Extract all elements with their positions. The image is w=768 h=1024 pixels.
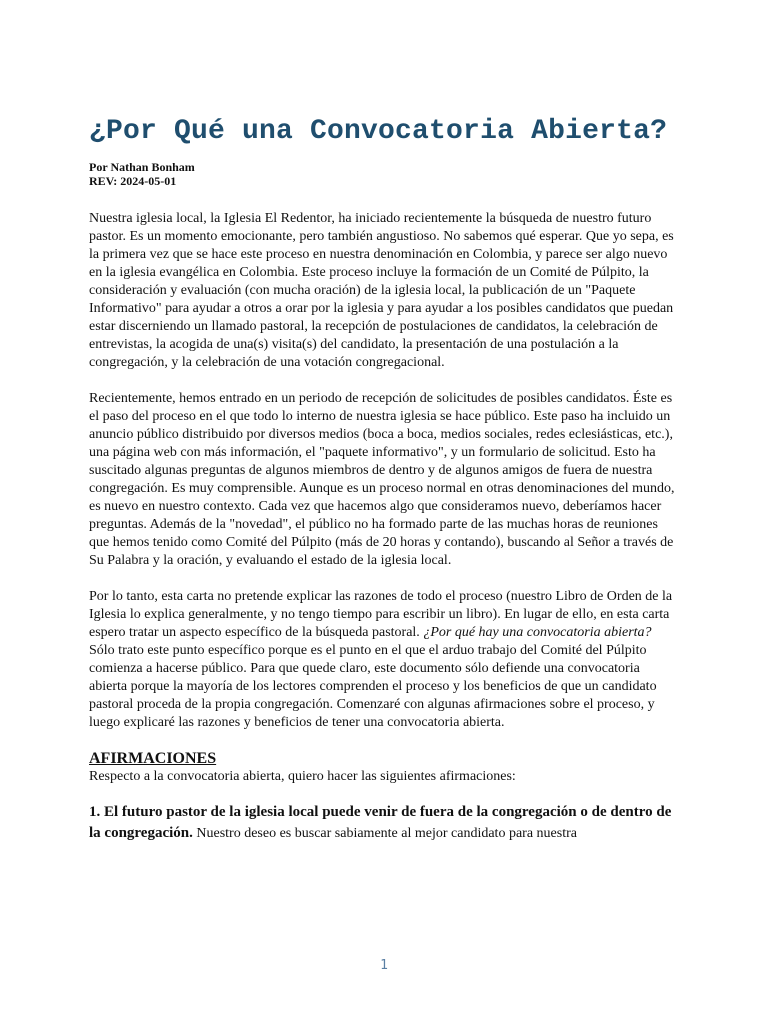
document-meta	[89, 160, 679, 188]
paragraph-2: Recientemente, hemos entrado en un periodo de recepción de solicitudes de posibles candidatos. Éste es el paso del proceso en el que todo lo interno de nuestra iglesia se hace público. Este paso ha incluido un anuncio público distribuido por diversos medios (boca a boca, medios sociales, redes eclesiásticas, etc.), una página web con más información, el "paquete informativo", y un formulario de solicitud. Esto ha suscitado algunas preguntas de algunos miembros de dentro y de algunos amigos de fuera de nuestra congregación. Es muy comprensible. Aunque es un proceso normal en otras denominaciones del mundo, es nuevo en nuestro contexto. Cada vez que hacemos algo que consideramos nuevo, deberíamos hacer preguntas. Además de la "novedad", el público no ha formado parte de las muchas horas de reuniones que hemos tenido como Comité del Púlpito (más de 20 horas y contando), buscando al Señor a través de Su Palabra y la oración, y evaluando el estado de la iglesia local.	[89, 391, 675, 568]
revision-line: REV: 2024-05-01	[89, 174, 177, 188]
document-page	[89, 115, 679, 844]
paragraph-3-before: Por lo tanto, esta carta no pretende explicar las razones de todo el proceso (nuestro Libro de Orden de la Iglesia lo explica generalmente, y no tengo tiempo para escribir un libro). En lugar de ello, en esta carta espero tratar un aspecto específico de la búsqueda pastoral.	[89, 589, 673, 640]
section-heading-afirmaciones: AFIRMACIONES	[89, 750, 217, 767]
paragraph-3	[89, 588, 679, 732]
document-title: ¿Por Qué una Convocatoria Abierta?	[89, 116, 668, 147]
paragraph-3-after: Sólo trato este punto específico porque es el punto en el que el arduo trabajo del Comité del Púlpito comienza a hacerse público. Para que quede claro, este documento sólo defiende una convocatoria abierta porque la mayoría de los lectores comprenden el proceso y los beneficios de que un candidato pastoral proceda de la propia congregación. Comenzaré con algunas afirmaciones sobre el proceso, y luego explicaré las razones y beneficios de tener una convocatoria abierta.	[89, 643, 657, 730]
paragraph-1: Nuestra iglesia local, la Iglesia El Redentor, ha iniciado recientemente la búsqueda de nuestro futuro pastor. Es un momento emocionante, pero también angustioso. No sabemos qué esperar. Que yo sepa, es la primera vez que se hace este proceso en nuestra denominación en Colombia, y parece ser algo nuevo en la iglesia evangélica en Colombia. Este proceso incluye la formación de un Comité de Púlpito, la consideración y evaluación (con mucha oración) de la iglesia local, la publicación de un "Paquete Informativo" para ayudar a otros a orar por la iglesia y para ayudar a los posibles candidatos que puedan estar discerniendo un llamado pastoral, la recepción de postulaciones de candidatos, la celebración de entrevistas, la acogida de una(s) visita(s) del candidato, la presentación de una postulación a la congregación, y la celebración de una votación congregacional.	[89, 211, 674, 370]
affirmation-1-heading: 1. El futuro pastor de la iglesia local puede venir de fuera de la congregación o de dentro de la congregación.	[89, 804, 672, 841]
author-line: Por Nathan Bonham	[89, 160, 195, 174]
page-number: 1	[380, 958, 388, 973]
affirmation-1-text: Nuestro deseo es buscar sabiamente al mejor candidato para nuestra	[192, 826, 577, 841]
paragraph-3-emphasis: ¿Por qué hay una convocatoria abierta?	[423, 625, 652, 640]
section-intro: Respecto a la convocatoria abierta, quiero hacer las siguientes afirmaciones:	[89, 769, 516, 784]
affirmation-1	[89, 802, 679, 844]
